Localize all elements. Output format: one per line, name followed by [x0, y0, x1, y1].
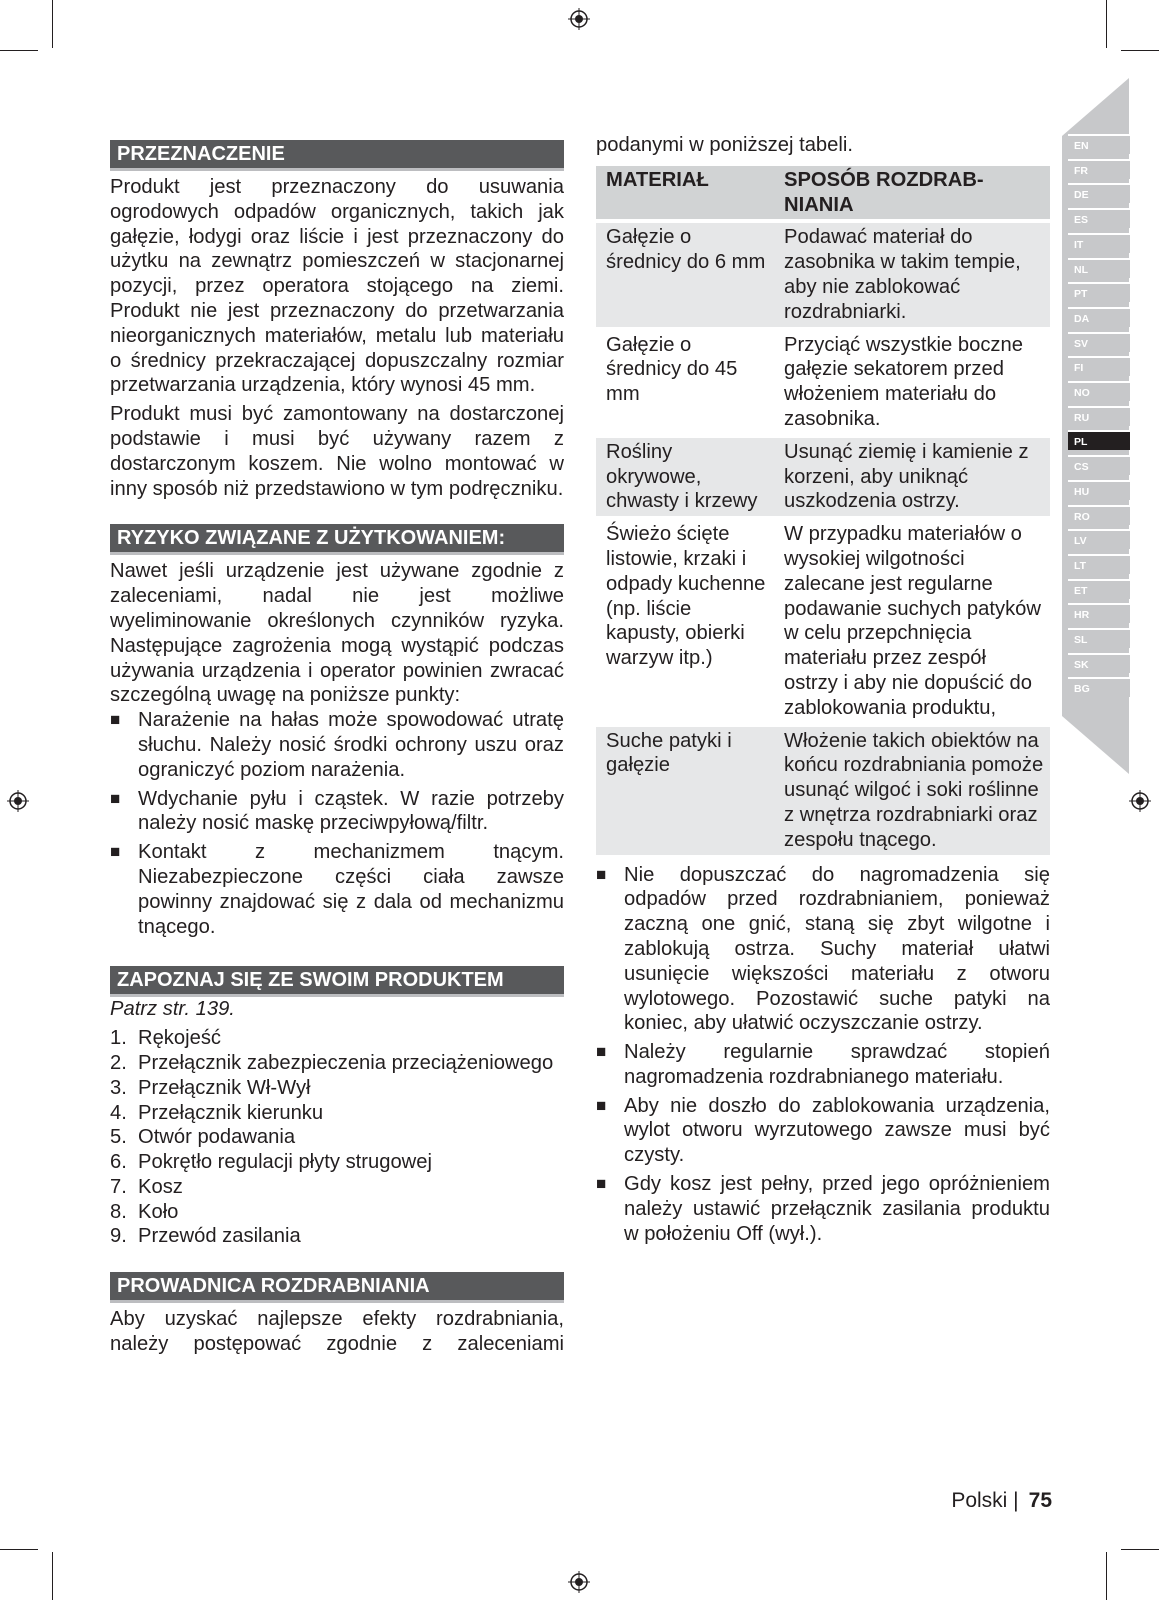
- table-header-method: SPOSÓB ROZDRAB-NIANIA: [774, 166, 1050, 220]
- language-tab-lv[interactable]: LV: [1068, 529, 1130, 549]
- section-header-know-product: ZAPOZNAJ SIĘ ZE SWOIM PRODUKTEM: [110, 966, 564, 997]
- language-tab-fr[interactable]: FR: [1068, 159, 1130, 179]
- list-item: 9. Przewód zasilania: [110, 1225, 301, 1248]
- registration-mark-icon: [568, 1571, 590, 1593]
- section-header-risk: RYZYKO ZWIĄZANE Z UŻYTKOWANIEM:: [110, 524, 564, 555]
- language-tab-no[interactable]: NO: [1068, 381, 1130, 401]
- table-cell-method: Podawać materiał do zasobnika w takim tempie, aby nie zablokować rozdrabniarki.: [774, 223, 1050, 326]
- registration-mark-icon: [1129, 790, 1151, 812]
- table-header-row: [596, 166, 1050, 220]
- list-item: 4. Przełącznik kierunku: [110, 1101, 324, 1124]
- language-tab-da[interactable]: DA: [1068, 307, 1130, 327]
- parts-list: [110, 1026, 564, 1249]
- language-tab-sv[interactable]: SV: [1068, 332, 1130, 352]
- bullet-square-icon: ■: [596, 1042, 607, 1062]
- language-tabs: [1062, 80, 1128, 770]
- bullet-square-icon: ■: [110, 842, 121, 862]
- crop-mark: [52, 1552, 53, 1600]
- list-item: ■ Gdy kosz jest pełny, przed jego opróżnieniem należy ustawić przełącznik zasilania produktu w położeniu Off (wył.).: [596, 1173, 1050, 1245]
- list-item: ■ Kontakt z mechanizmem tnącym. Niezabezpieczone części ciała zawsze powinny znajdować się z dala od mechanizmu tnącego.: [110, 841, 564, 938]
- bullet-square-icon: ■: [596, 1174, 607, 1194]
- language-tab-nl[interactable]: NL: [1068, 258, 1130, 278]
- crop-mark: [1121, 50, 1159, 51]
- bullet-square-icon: ■: [596, 1095, 607, 1115]
- list-item: 7. Kosz: [110, 1175, 183, 1198]
- table-intro: podanymi w poniższej tabeli.: [596, 134, 853, 156]
- table-row: [596, 438, 1050, 516]
- language-tab-hu[interactable]: HU: [1068, 480, 1130, 500]
- page-number: 75: [1028, 1489, 1052, 1512]
- mounting-paragraph: Produkt musi być zamontowany na dostarczonej podstawie i musi być używany razem z dostarczonym koszem. Nie wolno montować w inny sposób niż przedstawiono w tym podręczniku.: [110, 403, 564, 500]
- bullet-square-icon: ■: [596, 864, 607, 884]
- list-item: 1. Rękojeść: [110, 1027, 222, 1050]
- language-tab-it[interactable]: IT: [1068, 233, 1130, 253]
- table-cell-material: Świeżo ścięte listowie, krzaki i odpady kuchenne (np. liście kapusty, obierki warzyw itp.): [606, 523, 766, 670]
- table-cell-method: Włożenie takich obiektów na końcu rozdrabniania pomoże usunąć wilgoć i soki roślinne z wnętrza rozdrabniarki oraz zespołu tnącego.: [774, 727, 1050, 855]
- language-tab-fi[interactable]: FI: [1068, 356, 1130, 376]
- language-tab-cs[interactable]: CS: [1068, 455, 1130, 475]
- table-cell-method: Przyciąć wszystkie boczne gałęzie sekatorem przed włożeniem materiału do zasobnika.: [784, 333, 1023, 430]
- language-tab-de[interactable]: DE: [1068, 183, 1130, 203]
- intended-use-paragraph: Produkt jest przeznaczony do usuwania ogrodowych odpadów organicznych, takich jak gałęzie, łodygi oraz liście i jest przeznaczony do użytku na zewnątrz pomieszczeń w stacjonarnej pozycji, przez operatora stojącego na ziemi. Produkt nie jest przeznaczony do przetwarzania nieorganicznych materiałów, metalu lub materiału o średnicy przekraczającej dopuszczalny rozmiar przetwarzania urządzenia, który wynosi 45 mm.: [110, 176, 564, 397]
- crop-mark: [1106, 1552, 1107, 1600]
- shredding-guide-table: [596, 162, 1050, 859]
- page-footer: [951, 1488, 1052, 1514]
- language-tab-hr[interactable]: HR: [1068, 603, 1130, 623]
- registration-mark-icon: [7, 790, 29, 812]
- language-tab-sk[interactable]: SK: [1068, 653, 1130, 673]
- language-tab-pl[interactable]: PL: [1068, 430, 1130, 450]
- bullet-square-icon: ■: [110, 710, 121, 730]
- language-tab-ru[interactable]: RU: [1068, 406, 1130, 426]
- risk-paragraph: Nawet jeśli urządzenie jest używane zgodnie z zaleceniami, nadal nie jest możliwe wyeliminowanie określonych czynników ryzyka. Następujące zagrożenia mogą wystąpić podczas używania urządzenia i operator powinien zwracać szczególną uwagę na poniższe punkty:: [110, 560, 564, 707]
- list-item: ■ Narażenie na hałas może spowodować utratę słuchu. Należy nosić środki ochrony uszu oraz ograniczyć poziom narażenia.: [110, 709, 564, 781]
- language-tab-sl[interactable]: SL: [1068, 628, 1130, 648]
- language-tab-bg[interactable]: BG: [1068, 677, 1130, 697]
- language-tab-es[interactable]: ES: [1068, 208, 1130, 228]
- language-tab-pt[interactable]: PT: [1068, 282, 1130, 302]
- risk-list: [110, 708, 564, 939]
- list-item: 6. Pokrętło regulacji płyty strugowej: [110, 1151, 432, 1174]
- list-item: ■ Aby nie doszło do zablokowania urządzenia, wylot otworu wyrzutowego zawsze musi być czysty.: [596, 1094, 1050, 1167]
- list-item: ■ Wdychanie pyłu i cząstek. W razie potrzeby należy nosić maskę przeciwpyłową/filtr.: [110, 787, 564, 835]
- crop-mark: [1106, 0, 1107, 48]
- list-item: 2. Przełącznik zabezpieczenia przeciążeniowego: [110, 1051, 554, 1074]
- language-tab-ro[interactable]: RO: [1068, 505, 1130, 525]
- footer-language: Polski |: [951, 1489, 1019, 1512]
- page-reference: Patrz str. 139.: [110, 998, 235, 1021]
- table-header-material: MATERIAŁ: [596, 166, 774, 220]
- language-tab-lt[interactable]: LT: [1068, 554, 1130, 574]
- tips-list: [596, 863, 1050, 1247]
- table-cell-material: Suche patyki i gałęzie: [596, 727, 774, 855]
- table-row: [596, 331, 1050, 434]
- list-item: 3. Przełącznik Wł-Wył: [110, 1076, 311, 1099]
- left-column: [110, 140, 564, 1357]
- crop-mark: [0, 1549, 38, 1550]
- crop-mark: [52, 0, 53, 48]
- list-item: 5. Otwór podawania: [110, 1126, 296, 1149]
- language-tab-et[interactable]: ET: [1068, 579, 1130, 599]
- table-row: [596, 727, 1050, 855]
- table-row: [596, 223, 1050, 326]
- table-cell-method: W przypadku materiałów o wysokiej wilgotności zalecane jest regularne podawanie suchych patyków w celu przepchnięcia materiału przez zespół ostrzy i aby nie dopuścić do zablokowania produktu,: [784, 523, 1041, 719]
- table-cell-material: Rośliny okrywowe, chwasty i krzewy: [596, 438, 774, 516]
- crop-mark: [1121, 1549, 1159, 1550]
- table-cell-material: Gałęzie o średnicy do 6 mm: [596, 223, 774, 326]
- registration-mark-icon: [568, 8, 590, 30]
- bullet-square-icon: ■: [110, 788, 121, 808]
- right-column: [596, 133, 1050, 1250]
- table-cell-method: Usunąć ziemię i kamienie z korzeni, aby uniknąć uszkodzenia ostrzy.: [774, 438, 1050, 516]
- guide-paragraph: Aby uzyskać najlepsze efekty rozdrabniania, należy postępować zgodnie z zaleceniami: [110, 1308, 564, 1356]
- crop-mark: [0, 50, 38, 51]
- list-item: 8. Koło: [110, 1200, 179, 1223]
- language-tab-en[interactable]: EN: [1068, 134, 1130, 154]
- table-cell-material: Gałęzie o średnicy do 45 mm: [606, 333, 738, 406]
- table-row: [596, 520, 1050, 722]
- list-item: ■ Nie dopuszczać do nagromadzenia się odpadów przed rozdrabnianiem, ponieważ zaczną one gnić, staną się zbyt wilgotne i zablokują ostrza. Suchy materiał ułatwi usunięcie większości materiału z otworu wylotowego. Pozostawić suche patyki na koniec, aby ułatwić oczyszczanie ostrzy.: [596, 863, 1050, 1035]
- section-header-intended-use: PRZEZNACZENIE: [110, 140, 564, 171]
- section-header-guide: PROWADNICA ROZDRABNIANIA: [110, 1272, 564, 1303]
- list-item: ■ Należy regularnie sprawdzać stopień nagromadzenia rozdrabnianego materiału.: [596, 1041, 1050, 1088]
